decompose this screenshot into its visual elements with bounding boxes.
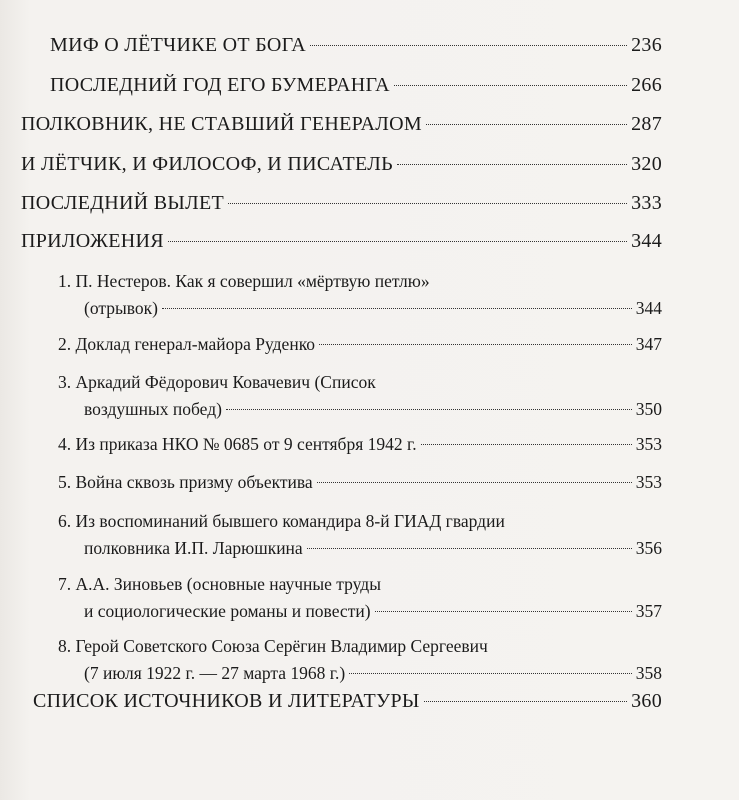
toc-entry-title: 5. Война сквозь призму объектива [58, 472, 313, 492]
leader-dots [319, 344, 632, 345]
toc-entry-page: 333 [631, 192, 662, 214]
toc-entry-4[interactable] [21, 153, 662, 176]
toc-entry-title: ПРИЛОЖЕНИЯ [21, 230, 164, 252]
leader-dots [226, 409, 632, 410]
toc-entry-title: И ЛЁТЧИК, И ФИЛОСОФ, И ПИСАТЕЛЬ [21, 153, 393, 175]
toc-entry-title: ПОСЛЕДНИЙ ВЫЛЕТ [21, 192, 225, 214]
toc-entry-title-line1: 1. П. Нестеров. Как я совершил «мёртвую петлю» [58, 271, 430, 291]
leader-dots [397, 164, 627, 165]
toc-entry-title: ПОЛКОВНИК, НЕ СТАВШИЙ ГЕНЕРАЛОМ [21, 113, 422, 135]
leader-dots [228, 203, 627, 204]
toc-entry-12[interactable] [58, 511, 662, 559]
toc-entry-page: 266 [631, 74, 662, 96]
toc-entry-8[interactable] [58, 334, 662, 355]
leader-dots [310, 45, 627, 46]
toc-entry-title-line2: (7 июля 1922 г. — 27 марта 1968 г.) [84, 663, 346, 683]
toc-entry-title-line2: (отрывок) [84, 298, 158, 318]
toc-entry-title-line2: воздушных побед) [84, 399, 222, 419]
toc-entry-title: СПИСОК ИСТОЧНИКОВ И ЛИТЕРАТУРЫ [33, 690, 420, 712]
toc-entry-title-line2: и социологические романы и повести) [84, 601, 371, 621]
toc-entry-6[interactable] [21, 230, 662, 253]
leader-dots [426, 124, 627, 125]
toc-entry-title: 4. Из приказа НКО № 0685 от 9 сентября 1942 г. [58, 434, 417, 454]
toc-entry-page: 350 [635, 399, 662, 419]
leader-dots [394, 85, 627, 86]
toc-entry-title-line1: 7. А.А. Зиновьев (основные научные труды [58, 574, 381, 594]
toc-entry-page: 358 [635, 663, 662, 683]
toc-entry-5[interactable] [21, 192, 662, 215]
toc-entry-10[interactable] [58, 434, 662, 455]
toc-entry-14[interactable] [58, 636, 662, 684]
leader-dots [375, 611, 632, 612]
leader-dots [349, 673, 632, 674]
toc-entry-9[interactable] [58, 372, 662, 420]
toc-entry-1[interactable] [50, 34, 662, 57]
toc-entry-13[interactable] [58, 574, 662, 622]
toc-entry-2[interactable] [50, 74, 662, 97]
toc-entry-title-line1: 3. Аркадий Фёдорович Ковачевич (Список [58, 372, 376, 392]
toc-entry-page: 353 [635, 434, 662, 454]
leader-dots [162, 308, 632, 309]
toc-entry-page: 360 [631, 690, 662, 712]
toc-entry-title: ПОСЛЕДНИЙ ГОД ЕГО БУМЕРАНГА [50, 74, 390, 96]
toc-entry-page: 353 [635, 472, 662, 492]
toc-entry-7[interactable] [58, 271, 662, 319]
toc-entry-title-line2: полковника И.П. Ларюшкина [84, 538, 303, 558]
leader-dots [424, 701, 627, 702]
leader-dots [168, 241, 627, 242]
toc-entry-page: 344 [631, 230, 662, 252]
toc-entry-15[interactable] [33, 690, 662, 713]
leader-dots [307, 548, 632, 549]
leader-dots [317, 482, 632, 483]
toc-entry-page: 357 [635, 601, 662, 621]
toc-entry-page: 344 [635, 298, 662, 318]
toc-entry-title: МИФ О ЛЁТЧИКЕ ОТ БОГА [50, 34, 307, 56]
toc-entry-title: 2. Доклад генерал-майора Руденко [58, 334, 316, 354]
toc-entry-page: 236 [631, 34, 662, 56]
toc-entry-page: 320 [631, 153, 662, 175]
toc-entry-title-line1: 6. Из воспоминаний бывшего командира 8-й ГИАД гвардии [58, 511, 505, 531]
toc-entry-3[interactable] [21, 113, 662, 136]
toc-entry-page: 356 [635, 538, 662, 558]
toc-entry-page: 347 [635, 334, 662, 354]
leader-dots [421, 444, 632, 445]
toc-entry-title-line1: 8. Герой Советского Союза Серёгин Владимир Сергеевич [58, 636, 488, 656]
toc-entry-11[interactable] [58, 472, 662, 493]
toc-entry-page: 287 [631, 113, 662, 135]
